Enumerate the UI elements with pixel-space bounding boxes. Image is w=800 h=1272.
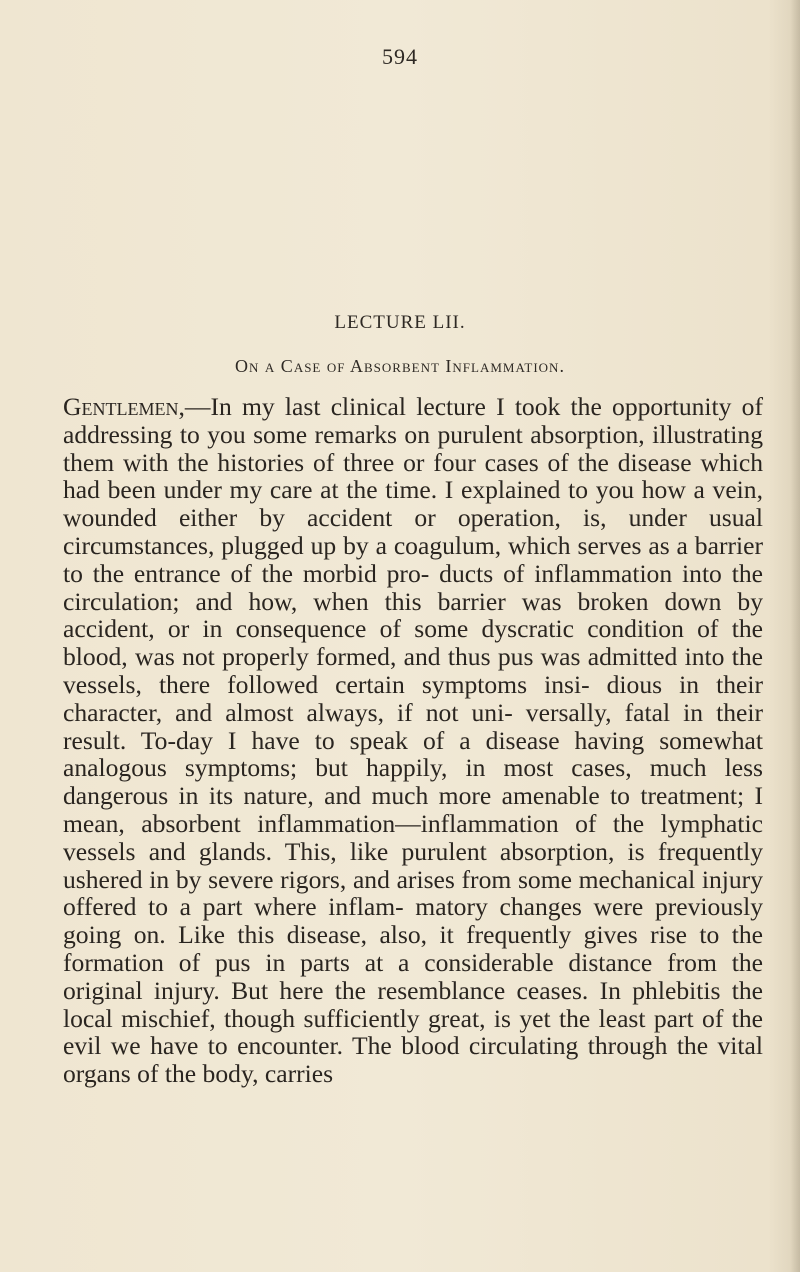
page-edge-shadow: [790, 0, 800, 1272]
opening-word: Gentlemen,: [63, 392, 185, 421]
paragraph-text: —In my last clinical lecture I took the opportunity of addressing to you some remarks on purulent absorption, illustrating them with the histories of three or four cases of the disease which had been under my care at the time. I explained to you how a vein, wounded either by accident or operation, is, under usual circumstances, plugged up by a coagulum, which serves as a barrier to the entrance of the morbid pro- ducts of inflammation into the circulation; and how, when this barrier was broken down by accident, or in consequence of some dyscratic condition of the blood, was not properly formed, and thus pus was admitted into the vessels, there followed certain symptoms insi- dious in their character, and almost always, if not uni- versally, fatal in their result. To-day I have to speak of a disease having somewhat analogous symptoms; but happily, in most cases, much less dangerous in its nature, and much more amenable to treatment; I mean, absorbent inflammation—inflammation of the lymphatic vessels and glands. This, like purulent absorption, is frequently ushered in by severe rigors, and arises from some mechanical injury offered to a part where inflam- matory changes were previously going on. Like this disease, also, it frequently gives rise to the formation of pus in parts at a considerable distance from the original injury. But here the resemblance ceases. In phlebitis the local mischief, though sufficiently great, is yet the least part of the evil we have to encounter. The blood circulating through the vital organs of the body, carries: [63, 392, 763, 1089]
lecture-subtitle: On a Case of Absorbent Inflammation.: [235, 356, 565, 376]
body-paragraph: [63, 393, 763, 1088]
lecture-title: LECTURE LII.: [334, 312, 466, 333]
page-number: 594: [382, 44, 418, 69]
